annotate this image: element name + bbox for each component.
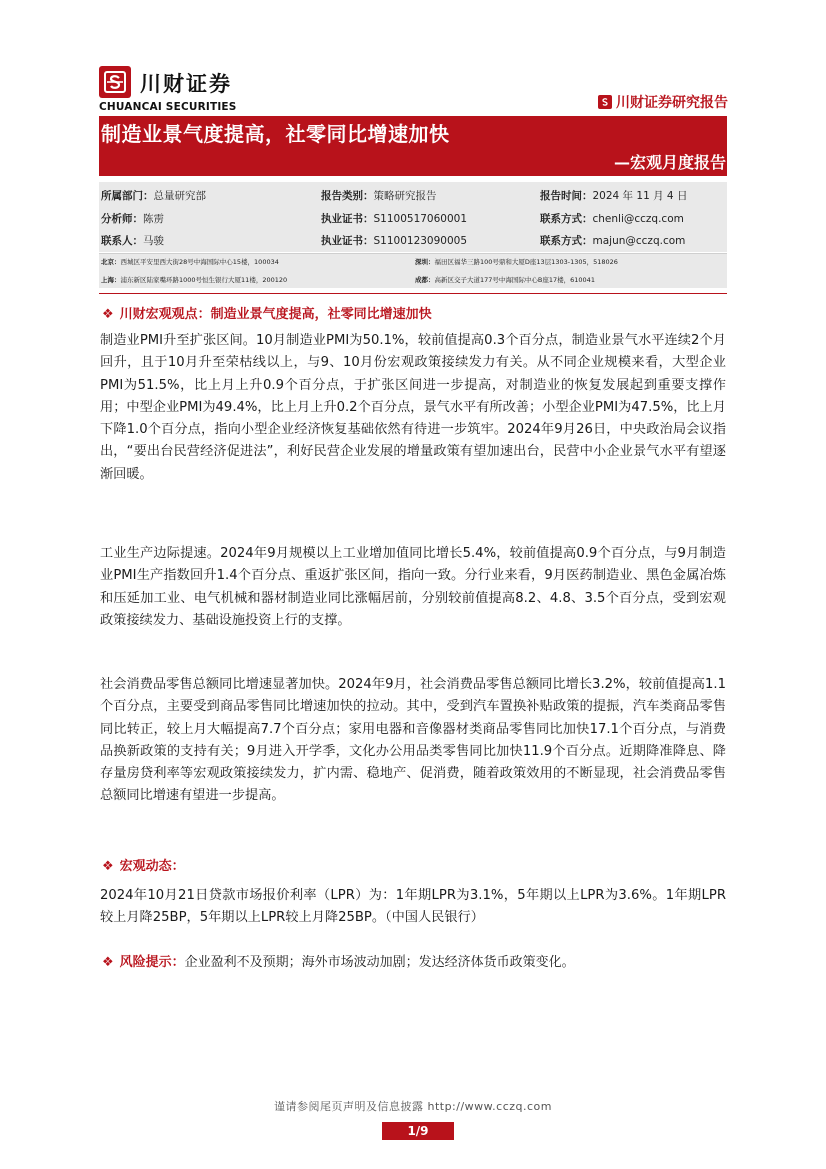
brand-label: 川财证券研究报告 [616,95,728,111]
section-divider [99,293,727,294]
report-time-field: 报告时间：2024 年 11 月 4 日 [540,190,688,202]
logo-mark-icon [103,70,127,94]
report-subtitle: —宏观月度报告 [613,153,726,172]
contact-person-email-field[interactable]: 联系方式：majun@cczq.com [540,235,686,247]
page-number: 1/9 [382,1122,454,1140]
risk-text: 企业盈利不及预期；海外市场波动加剧；发达经济体货币政策变化。 [184,955,575,970]
logo-company-name-en: CHUANCAI SECURITIES [99,101,237,113]
diamond-bullet-icon: ❖ [102,955,114,970]
risk-heading: ❖ 风险提示：企业盈利不及预期；海外市场波动加剧；发达经济体货币政策变化。 [102,955,575,970]
diamond-bullet-icon: ❖ [102,307,114,322]
logo-company-name: 川财证券 [140,72,232,96]
report-type-field: 报告类别：策略研究报告 [321,190,437,202]
department-field: 所属部门：总量研究部 [101,190,206,202]
analyst-cert-field: 执业证书：S1100517060001 [321,213,468,225]
analyst-contact-field[interactable]: 联系方式：chenli@cczq.com [540,213,684,225]
brand-mini-logo-icon [598,95,612,109]
contact-cert-field: 执业证书：S1100123090005 [321,235,468,247]
company-logo [99,66,131,98]
macro-dynamics-heading: ❖ 宏观动态： [102,859,185,874]
macro-view-heading: ❖ 川财宏观观点：制造业景气度提高，社零同比增速加快 [102,307,432,322]
disclaimer-note[interactable]: 谨请参阅尾页声明及信息披露 http://www.cczq.com [273,1100,552,1113]
paragraph-retail: 社会消费品零售总额同比增速显著加快。2024年9月，社会消费品零售总额同比增长3.2%，较前值提高1.1个百分点，主要受到商品零售同比增速加快的拉动。其中，受到汽车置换补贴政策的提振，汽车类商品零售同比转正，较上月大幅提高7.7个百分点；家用电器和音像器材类商品零售同比加快17.1个百分点，与消费品换新政策的支持有关；9月进入开学季，文化办公用品类零售同比加快11.9个百分点。近期降准降息、降存量房贷利率等宏观政策接续发力，扩内需、稳地产、促消费，随着政策效用的不断显现，社会消费品零售总额同比增速有望进一步提高。 [100,677,726,804]
contact-person-field: 联系人：马骏 [101,235,164,247]
report-title: 制造业景气度提高，社零同比增速加快 [101,122,450,146]
diamond-bullet-icon: ❖ [102,859,114,874]
address-shanghai: 上海：浦东新区陆家嘴环路1000号恒生银行大厦11楼，200120 [101,276,288,284]
paragraph-industrial: 工业生产边际提速。2024年9月规模以上工业增加值同比增长5.4%，较前值提高0.9个百分点，与9月制造业PMI生产指数回升1.4个百分点、重返扩张区间，指向一致。分行业来看，9月医药制造业、黑色金属冶炼和压延加工业、电气机械和器材制造业同比涨幅居前，分别较前值提高8.2、4.8、3.5个百分点，受到宏观政策接续发力、基础设施投资上行的支撑。 [100,546,726,628]
report-brand [598,92,728,112]
address-beijing: 北京：西城区平安里西大街28号中海国际中心15楼，100034 [101,258,279,266]
address-chengdu: 成都：高新区交子大道177号中海国际中心B座17楼，610041 [415,276,595,284]
header-rule [99,116,727,117]
paragraph-lpr: 2024年10月21日贷款市场报价利率（LPR）为：1年期LPR为3.1%，5年期以上LPR为3.6%。1年期LPR较上月降25BP，5年期以上LPR较上月降25BP。（中国人民银行） [100,888,726,926]
address-shenzhen: 深圳：福田区福华三路100号鼎和大厦D座13层1303-1305，518026 [415,258,618,266]
analyst-field: 分析师：陈雳 [101,213,164,225]
paragraph-pmi: 制造业PMI升至扩张区间。10月制造业PMI为50.1%，较前值提高0.3个百分点，制造业景气水平连续2个月回升，且于10月升至荣枯线以上，与9、10月份宏观政策接续发力有关。从不同企业规模来看，大型企业PMI为51.5%，比上月上升0.9个百分点，于扩张区间进一步提高，对制造业的恢复发展起到重要支撑作用；中型企业PMI为49.4%，比上月上升0.2个百分点，景气水平有所改善；小型企业PMI为47.5%，比上月下降1.0个百分点，指向小型企业经济恢复基础依然有待进一步筑牢。2024年9月26日，中央政治局会议指出，“要出台民营经济促进法”，利好民营企业发展的增量政策有望加速出台，民营中小企业景气水平有望逐渐回暖。 [100,333,726,482]
